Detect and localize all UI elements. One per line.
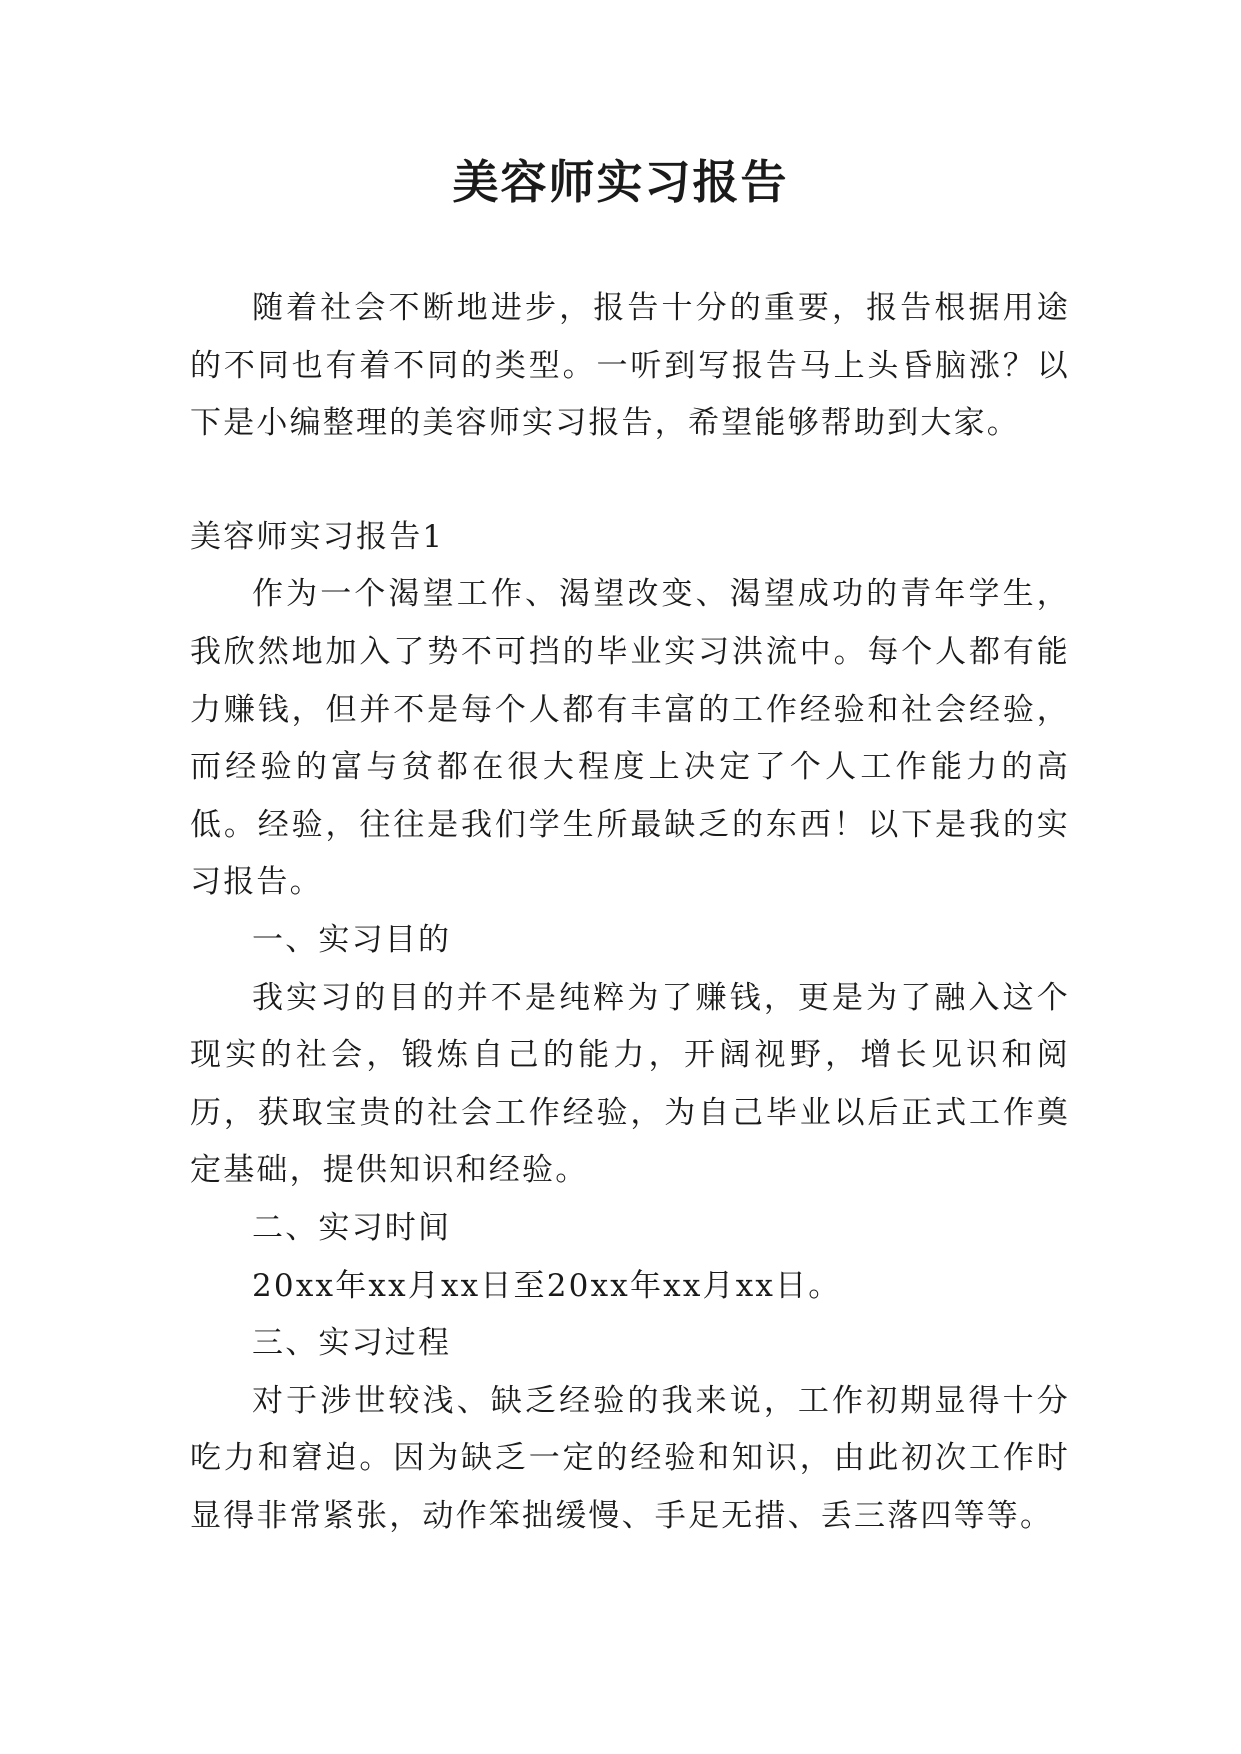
document-body (190, 280, 1070, 1545)
body-paragraph: 对于涉世较浅、缺乏经验的我来说，工作初期显得十分吃力和窘迫。因为缺乏一定的经验和知识，由此初次工作时显得非常紧张，动作笨拙缓慢、手足无措、丢三落四等等。 (190, 1382, 1070, 1534)
body-paragraph: 我实习的目的并不是纯粹为了赚钱，更是为了融入这个现实的社会，锻炼自己的能力，开阔视野，增长见识和阅历，获取宝贵的社会工作经验，为自己毕业以后正式工作奠定基础，提供知识和经验。 (190, 979, 1070, 1189)
subsection-heading: 三、实习过程 (252, 1325, 452, 1362)
subsection-heading: 二、实习时间 (252, 1209, 452, 1246)
intro-paragraph: 随着社会不断地进步，报告十分的重要，报告根据用途的不同也有着不同的类型。一听到写报告马上头昏脑涨？以下是小编整理的美容师实习报告，希望能够帮助到大家。 (190, 290, 1070, 442)
body-paragraph: 20xx年xx月xx日至20xx年xx月xx日。 (252, 1267, 842, 1304)
section-heading: 美容师实习报告1 (190, 518, 445, 555)
paragraph-gap (190, 453, 1070, 509)
body-paragraph: 作为一个渴望工作、渴望改变、渴望成功的青年学生，我欣然地加入了势不可挡的毕业实习洪流中。每个人都有能力赚钱，但并不是每个人都有丰富的工作经验和社会经验，而经验的富与贫都在很大程度上决定了个人工作能力的高低。经验，往往是我们学生所最缺乏的东西！以下是我的实习报告。 (190, 576, 1070, 901)
document-title: 美容师实习报告 (452, 155, 789, 209)
subsection-heading: 一、实习目的 (252, 921, 452, 958)
